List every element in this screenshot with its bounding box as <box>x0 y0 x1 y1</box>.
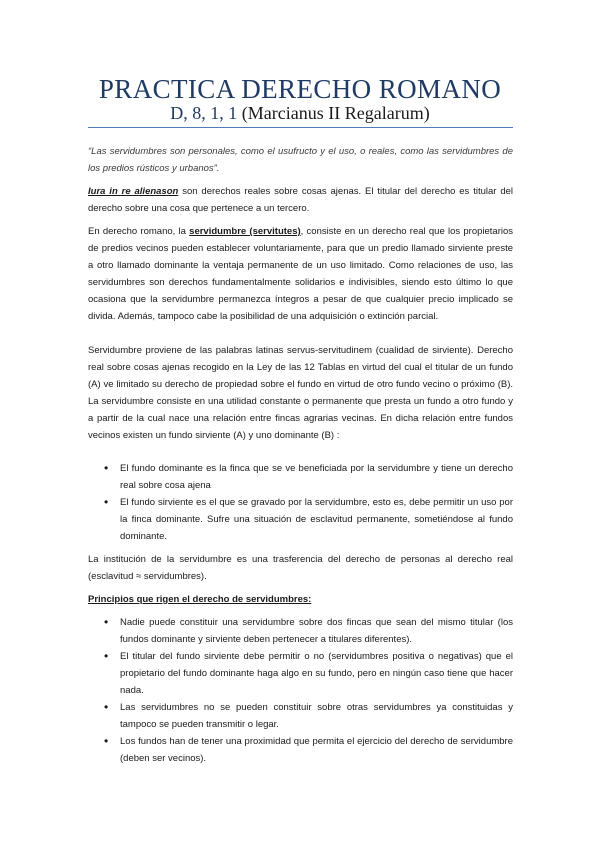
term-servidumbre: servidumbre (servitutes) <box>189 226 301 237</box>
digest-reference: D, 8, 1, 1 <box>170 103 238 123</box>
source-reference: (Marcianus II Regalarum) <box>241 103 430 123</box>
list-item: • Nadie puede constituir una servidumbre sobre dos fincas que sean del mismo titular (los fundos dominante y sirviente deben pertenecer a titulares diferentes). <box>88 614 513 648</box>
principles-heading: Principios que rigen el derecho de servidumbres: <box>88 594 312 605</box>
page-subtitle <box>0 103 600 124</box>
paragraph-text: son derechos reales sobre cosas ajenas. El titular del derecho es titular del derecho sobre una cosa que pertenece a un tercero. <box>88 186 513 214</box>
paragraph-text: , consiste en un derecho real que los propietarios de predios vecinos pueden establecer voluntariamente, para que un predio llamado sirviente preste a otro llamado dominante la ventaja permanente de un uso limitado. Como relaciones de uso, las servidumbres son derechos fundamentalmente solidarios e indivisibles, siendo esto último lo que ocasiona que la servidumbre permanezca íntegros a pesar de que cualquier precio implicado se divida. Además, tampoco cabe la posibilidad de una adquisición o extinción parcial. <box>88 226 514 322</box>
paragraph-iura-in-re-aliena <box>88 183 513 217</box>
fundos-list <box>88 460 513 545</box>
opening-quote: “Las servidumbres son personales, como el usufructo y el uso, o reales, como las servidumbres de los predios rústicos y urbanos”. <box>88 146 513 174</box>
list-item: • El titular del fundo sirviente debe permitir o no (servidumbres positiva o negativas) que el propietario del fundo dominante haga algo en su fundo, pero en ningún caso tiene que hacer nada. <box>88 648 513 699</box>
list-item: • Los fundos han de tener una proximidad que permita el ejercicio del derecho de servidumbre (deben ser vecinos). <box>88 733 513 767</box>
term-iura-in-re-aliena: Iura in re alienason <box>88 186 179 197</box>
paragraph-lead: En derecho romano, la <box>88 226 190 237</box>
principles-list <box>88 614 513 767</box>
paragraph-institution: La institución de la servidumbre es una trasferencia del derecho de personas al derecho real (esclavitud ≈ servidumbres). <box>88 554 513 582</box>
list-item: • El fundo sirviente es el que se gravado por la servidumbre, esto es, debe permitir un uso por la finca dominante. Sufre una situación de esclavitud permanente, sometiéndose al fundo dominante. <box>88 494 513 545</box>
title-divider <box>88 127 513 128</box>
paragraph-etymology: Servidumbre proviene de las palabras latinas servus-servitudinem (cualidad de sirviente). Derecho real sobre cosas ajenas recogido en la Ley de las 12 Tablas en virtud del cual el titular de un fundo (A) ve limitado su derecho de propiedad sobre el fundo en virtud de otro fundo vecino o próximo (B). La servidumbre consiste en una utilidad constante o permanente que presta un fundo a otro fundo y a partir de la cual nace una relación entre fincas agrarias vecinas. En dicha relación entre fundos vecinos existen un fundo sirviente (A) y uno dominante (B) : <box>88 345 513 441</box>
list-item: • Las servidumbres no se pueden constituir sobre otras servidumbres ya constituidas y tampoco se pueden transmitir o legar. <box>88 699 513 733</box>
paragraph-servidumbre-definition <box>88 223 513 325</box>
page-title: PRACTICA DERECHO ROMANO <box>98 74 502 104</box>
list-item: • El fundo dominante es la finca que se ve beneficiada por la servidumbre y tiene un derecho real sobre cosa ajena <box>88 460 513 494</box>
